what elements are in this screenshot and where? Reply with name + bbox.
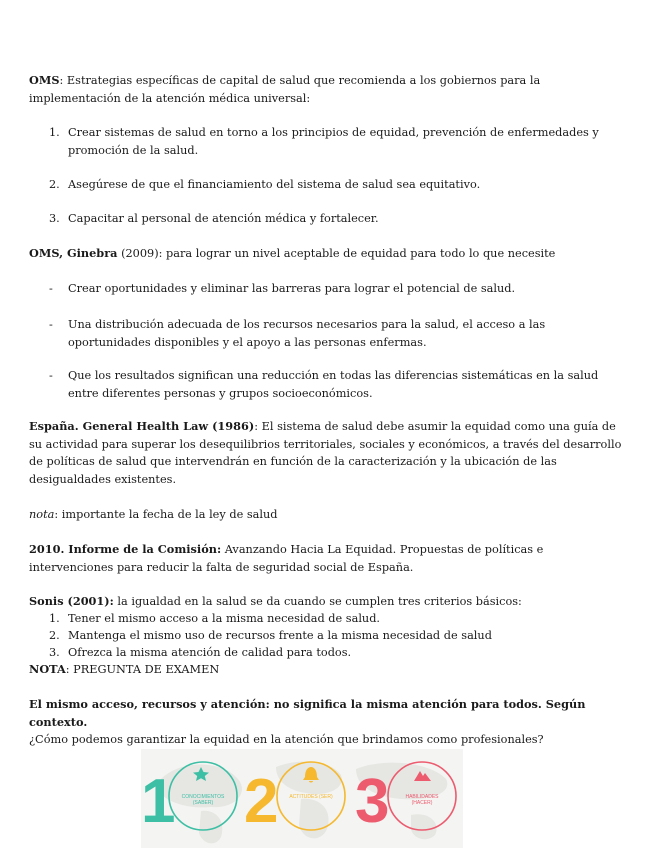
list-marker: -: [49, 369, 53, 382]
list-item-text: Una distribución adecuada de los recursos necesarios para la salud, el acceso a las oportunidades disponibles y el apoyo a las personas enfermas.: [68, 318, 546, 349]
oms-paragraph: [29, 72, 625, 107]
ginebra-year: (2009): [117, 247, 159, 260]
oms-list-item: [49, 124, 609, 159]
question-sentence: [29, 731, 625, 749]
nota-text: : importante la fecha de la ley de salud: [54, 508, 278, 521]
ginebra-list-item: [49, 280, 609, 298]
sonis-paragraph: [29, 593, 625, 611]
oms-lead: OMS: [29, 73, 60, 87]
competencies-figure: [141, 749, 463, 848]
exam-note-text: : PREGUNTA DE EXAMEN: [65, 663, 220, 676]
espana-lead: España. General Health Law (1986): [29, 419, 255, 433]
step-number-2: 2: [244, 767, 279, 836]
ginebra-text: : para lograr un nivel aceptable de equidad para todo lo que necesite: [158, 247, 556, 260]
list-item-text: Ofrezca la misma atención de calidad para todos.: [68, 646, 352, 659]
list-marker: 1.: [49, 612, 60, 625]
informe-text: Avanzando Hacia La Equidad. Propuestas de políticas e intervenciones para reducir la falta de seguridad social de España.: [29, 543, 544, 574]
step-number-1: 1: [141, 767, 176, 836]
nota-paragraph: [29, 506, 625, 524]
mountain-icon: [414, 771, 431, 781]
list-marker: 1.: [49, 126, 60, 139]
step-label-3: HABILIDADES (HACER): [405, 794, 439, 806]
ginebra-list-item: [49, 367, 609, 402]
oms-list-item: [49, 210, 609, 228]
sonis-list-item: [49, 644, 609, 662]
highlight-sentence: [29, 696, 625, 731]
list-item-text: Crear sistemas de salud en torno a los principios de equidad, prevención de enfermedades y promoción de la salud.: [68, 126, 599, 157]
exam-note: [29, 661, 625, 679]
list-item-text: Asegúrese de que el financiamiento del sistema de salud sea equitativo.: [68, 178, 481, 191]
sonis-list-item: [49, 610, 609, 628]
step-label-1: CONOCIMIENTOS (SABER): [181, 794, 225, 806]
list-item-text: Capacitar al personal de atención médica y fortalecer.: [68, 212, 379, 225]
step-label-2: ACTITUDES (SER): [289, 794, 333, 800]
list-marker: 2.: [49, 178, 60, 191]
list-item-text: Que los resultados significan una reducción en todas las diferencias sistemáticas en la salud entre diferentes personas y grupos socioeconómicos.: [68, 369, 599, 400]
informe-lead: 2010. Informe de la Comisión:: [29, 542, 222, 556]
espana-text: : El sistema de salud debe asumir la equidad como una guía de su actividad para superar los desequilibrios territoriales, sociales y económicos, a través del desarrollo de políticas de salud que intervendrán en función de la caracterización y la ubicación de las desigualdades existentes.: [29, 420, 622, 486]
list-item-text: Tener el mismo acceso a la misma necesidad de salud.: [68, 612, 381, 625]
list-marker: 3.: [49, 646, 60, 659]
list-marker: -: [49, 282, 53, 295]
sonis-text: la igualdad en la salud se da cuando se cumplen tres criterios básicos:: [113, 595, 522, 608]
ginebra-paragraph: [29, 245, 625, 263]
espana-paragraph: [29, 418, 625, 488]
highlight-text: El mismo acceso, recursos y atención: no significa la misma atención para todos. Según contexto.: [29, 697, 586, 729]
oms-list-item: [49, 176, 609, 194]
question-text: ¿Cómo podemos garantizar la equidad en la atención que brindamos como profesionales?: [29, 733, 544, 746]
informe-paragraph: [29, 541, 625, 576]
ginebra-lead: OMS, Ginebra: [29, 246, 118, 260]
list-marker: -: [49, 318, 53, 331]
bell-icon: [303, 767, 319, 783]
sonis-list-item: [49, 627, 609, 645]
step-number-3: 3: [355, 767, 390, 836]
ginebra-list-item: [49, 316, 609, 351]
sonis-lead: Sonis (2001):: [29, 594, 114, 608]
list-item-text: Crear oportunidades y eliminar las barreras para lograr el potencial de salud.: [68, 282, 516, 295]
list-item-text: Mantenga el mismo uso de recursos frente a la misma necesidad de salud: [68, 629, 492, 642]
nota-lead: nota: [29, 508, 55, 521]
list-marker: 3.: [49, 212, 60, 225]
exam-note-lead: NOTA: [29, 662, 66, 676]
star-icon: [193, 767, 209, 781]
oms-text: : Estrategias específicas de capital de salud que recomienda a los gobiernos para la implementación de la atención médica universal:: [29, 74, 541, 105]
list-marker: 2.: [49, 629, 60, 642]
